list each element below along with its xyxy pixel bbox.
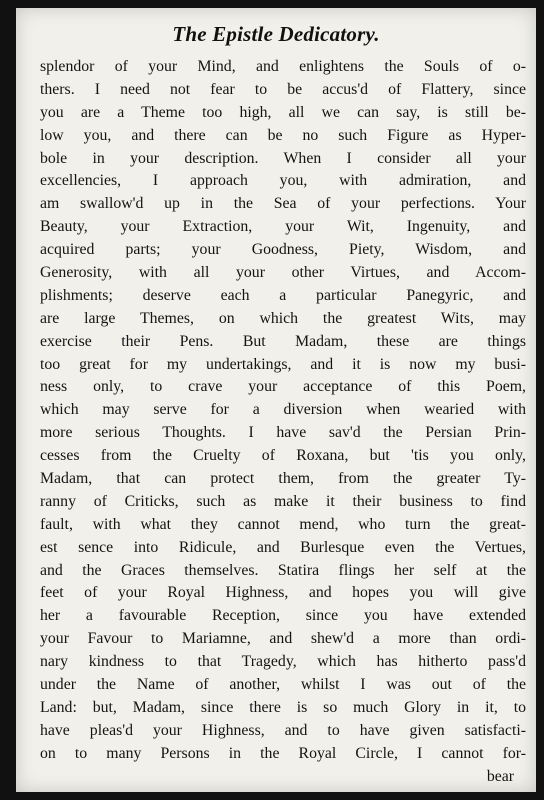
text-line: am swallow'd up in the Sea of your perfections. Your [40, 195, 526, 213]
text-line: excellencies, I approach you, with admiration, and [40, 172, 526, 190]
text-line: exercise their Pens. But Madam, these are things [40, 332, 526, 350]
text-line: ranny of Criticks, such as make it their business to find [40, 492, 526, 510]
text-line: acquired parts; your Goodness, Piety, Wisdom, and [40, 241, 526, 259]
text-line: more serious Thoughts. I have sav'd the Persian Prin- [40, 424, 526, 442]
text-line: low you, and there can be no such Figure as Hyper- [40, 126, 526, 144]
text-line: on to many Persons in the Royal Circle, I cannot for- [40, 744, 526, 762]
text-line: Madam, that can protect them, from the greater Ty- [40, 470, 526, 488]
text-line: fault, with what they cannot mend, who turn the great- [40, 515, 526, 533]
text-line: feet of your Royal Highness, and hopes you will give [40, 584, 526, 602]
text-line: your Favour to Mariamne, and shew'd a more than ordi- [40, 630, 526, 648]
document-page [16, 8, 536, 792]
running-head: The Epistle Dedicatory. [172, 22, 380, 46]
text-line: bole in your description. When I consider all your [40, 149, 526, 167]
text-line: too great for my undertakings, and it is now my busi- [40, 355, 526, 373]
text-line: her a favourable Reception, since you have extended [40, 607, 526, 625]
text-line: are large Themes, on which the greatest Wits, may [40, 309, 526, 327]
text-line: ness only, to crave your acceptance of this Poem, [40, 378, 526, 396]
text-line: and the Graces themselves. Statira flings her self at the [40, 561, 526, 579]
text-line: Land: but, Madam, since there is so much Glory in it, to [40, 698, 526, 716]
text-line: have pleas'd your Highness, and to have given satisfacti- [40, 721, 526, 739]
text-line: plishments; deserve each a particular Panegyric, and [40, 286, 526, 304]
text-line: nary kindness to that Tragedy, which has hitherto pass'd [40, 653, 526, 671]
text-line: Generosity, with all your other Virtues, and Accom- [40, 264, 526, 282]
body-text [40, 56, 526, 789]
text-line: cesses from the Cruelty of Roxana, but 'tis you only, [40, 447, 526, 465]
text-line: under the Name of another, whilst I was out of the [40, 676, 526, 694]
text-line: Beauty, your Extraction, your Wit, Ingenuity, and [40, 218, 526, 236]
text-line: est sence into Ridicule, and Burlesque even the Vertues, [40, 538, 526, 556]
text-line: splendor of your Mind, and enlightens the Souls of o- [40, 58, 526, 75]
text-line: you are a Theme too high, all we can say, is still be- [40, 103, 526, 121]
text-line: thers. I need not fear to be accus'd of Flattery, since [40, 80, 526, 98]
catchword: bear [486, 767, 514, 785]
text-line: which may serve for a diversion when wearied with [40, 401, 526, 419]
